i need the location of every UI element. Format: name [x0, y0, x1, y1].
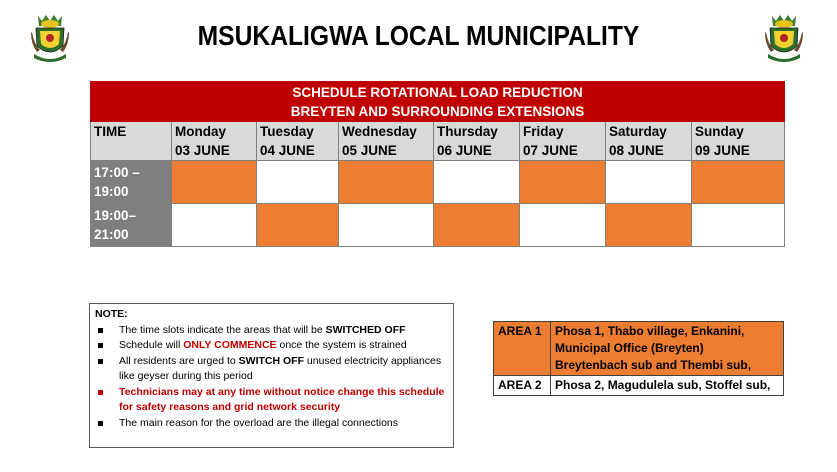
time-slot-row [91, 204, 785, 247]
note-item: The time slots indicate the areas that will be SWITCHED OFF [95, 323, 448, 339]
note-item: Schedule will ONLY COMMENCE once the system is strained [95, 338, 448, 354]
area-label: AREA 2 [494, 376, 551, 396]
areas-table [493, 321, 784, 396]
banner-subtitle: BREYTEN AND SURROUNDING EXTENSIONS [290, 103, 585, 119]
note-list [95, 323, 448, 432]
slot-cell [606, 204, 692, 247]
day-header: Sunday 09 JUNE [692, 122, 785, 161]
area-description: Phosa 1, Thabo village, Enkanini, Municipal Office (Breyten) Breytenbach sub and Thembi sub, [551, 322, 784, 376]
day-header: Wednesday 05 JUNE [339, 122, 434, 161]
day-header: Tuesday 04 JUNE [257, 122, 339, 161]
day-header: Thursday 06 JUNE [434, 122, 520, 161]
day-header: Saturday 08 JUNE [606, 122, 692, 161]
page-title: MSUKALIGWA LOCAL MUNICIPALITY [197, 20, 640, 51]
area-label: AREA 1 [494, 322, 551, 376]
slot-cell [339, 161, 434, 204]
slot-cell [692, 204, 785, 247]
slot-cell [257, 161, 339, 204]
time-slot-label: 19:00– 21:00 [91, 204, 172, 247]
area-description: Phosa 2, Magudulela sub, Stoffel sub, [551, 376, 784, 396]
slot-cell [434, 204, 520, 247]
note-item: All residents are urged to SWITCH OFF unused electricity appliances like geyser during this period [95, 354, 448, 385]
schedule-table [90, 81, 785, 247]
banner-title: SCHEDULE ROTATIONAL LOAD REDUCTION [292, 84, 583, 100]
note-label: NOTE: [95, 308, 128, 320]
time-slot-label: 17:00 – 19:00 [91, 161, 172, 204]
time-slot-row [91, 161, 785, 204]
slot-cell [172, 161, 257, 204]
day-header: Friday 07 JUNE [520, 122, 606, 161]
slot-cell [172, 204, 257, 247]
note-item-warning: Technicians may at any time without notice change this schedule for safety reasons and grid network security [95, 385, 448, 416]
time-header: TIME [91, 122, 172, 161]
day-header: Monday 03 JUNE [172, 122, 257, 161]
slot-cell [692, 161, 785, 204]
area-row [494, 322, 784, 376]
slot-cell [434, 161, 520, 204]
note-item: The main reason for the overload are the illegal connections [95, 416, 448, 432]
slot-cell [520, 161, 606, 204]
schedule-banner [91, 82, 785, 122]
slot-cell [520, 204, 606, 247]
slot-cell [257, 204, 339, 247]
note-box [89, 303, 454, 448]
slot-cell [606, 161, 692, 204]
area-row [494, 376, 784, 396]
slot-cell [339, 204, 434, 247]
